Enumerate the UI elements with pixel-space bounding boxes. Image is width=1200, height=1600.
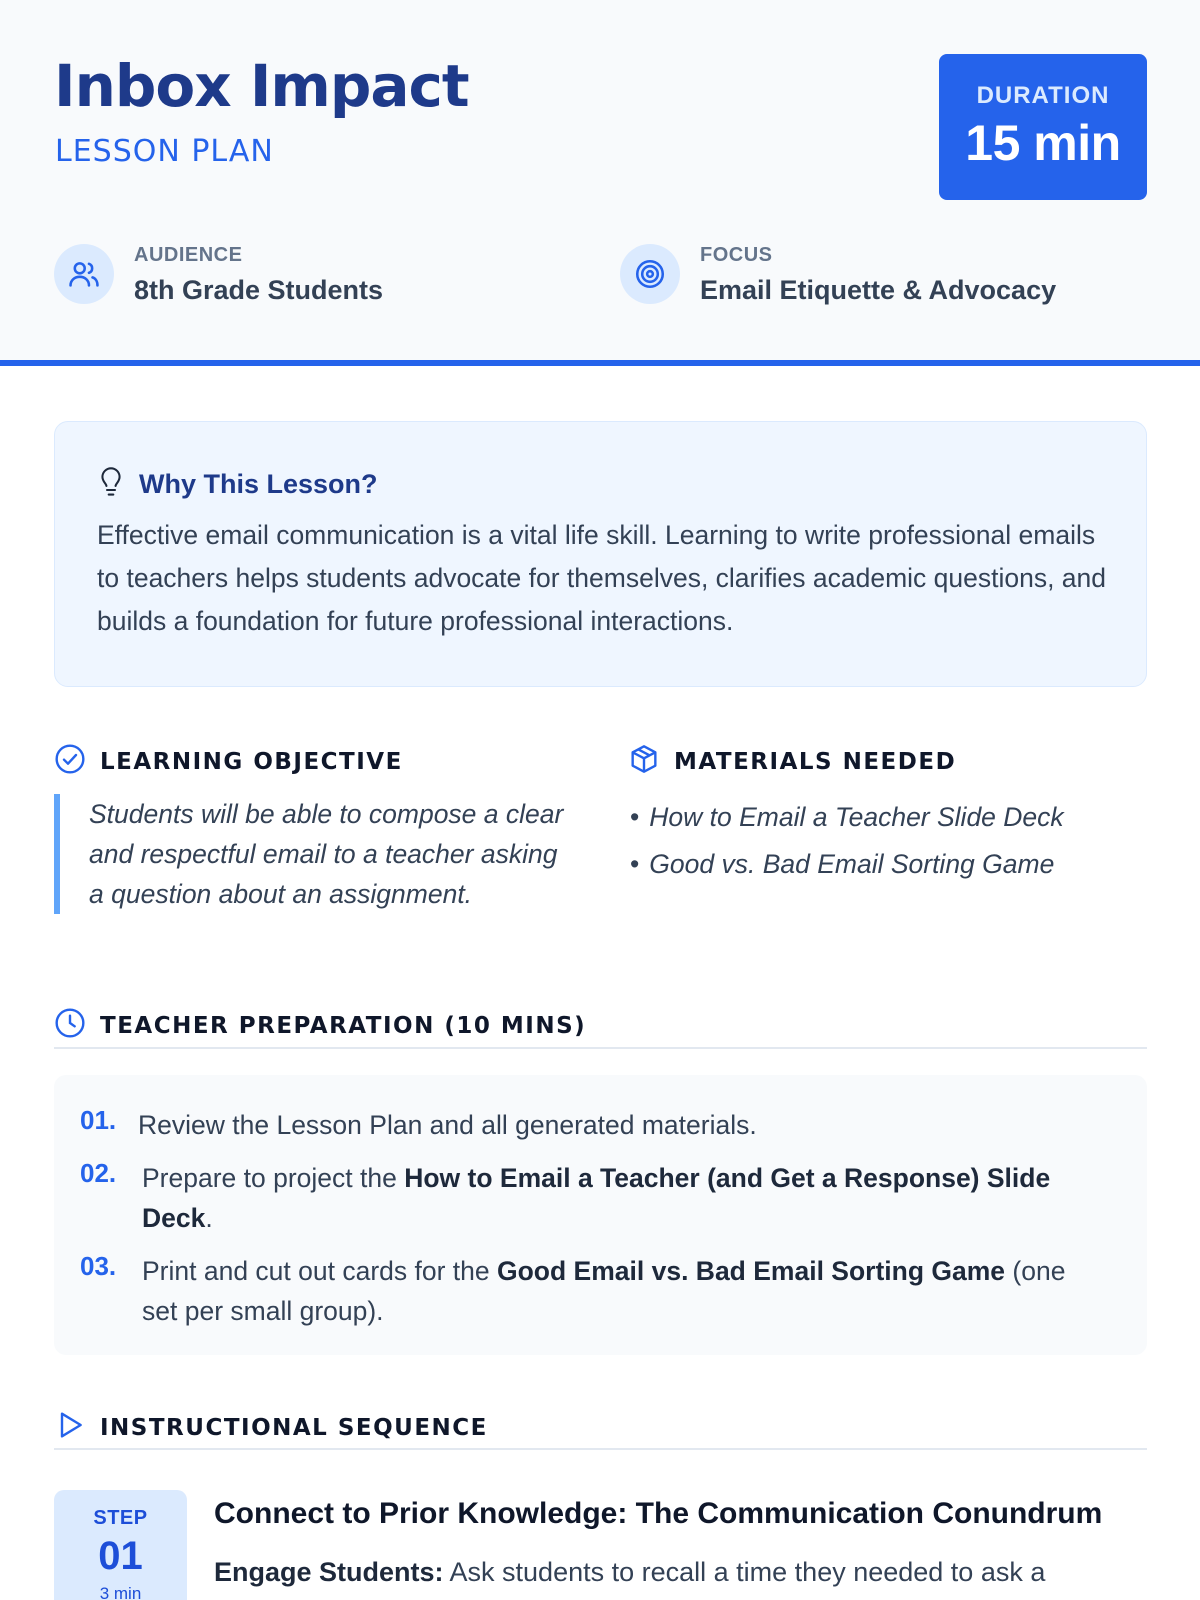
prep-item-text: Print and cut out cards for the Good Email vs. Bad Email Sorting Game (one set per small group). [142,1256,1066,1326]
why-lesson-text: Effective email communication is a vital life skill. Learning to write professional emails to teachers helps students advocate for themselves, clarifies academic questions, and builds a foundation for future professional interactions. [97,520,1107,636]
learning-objective-text: Students will be able to compose a clear and respectful email to a teacher asking a question about an assignment. [54,794,574,914]
lesson-title: Inbox Impact [54,52,469,120]
duration-card [939,54,1147,200]
teacher-prep-label: TEACHER PREPARATION (10 MINS) [100,1012,587,1039]
focus-value: Email Etiquette & Advocacy [700,275,1057,305]
audience-value: 8th Grade Students [134,275,384,305]
prep-item [80,1251,1102,1331]
instructional-sequence-heading [54,1409,488,1446]
why-lesson-title: Why This Lesson? [139,469,378,499]
instructional-sequence-label: INSTRUCTIONAL SEQUENCE [100,1414,488,1441]
package-icon [628,743,660,780]
lesson-subtitle: LESSON PLAN [55,134,274,169]
prep-item [80,1105,1098,1145]
prep-item-number: 01. [80,1105,117,1135]
materials-heading [628,743,956,780]
learning-objective-heading [54,743,403,780]
step-number: 01 [98,1534,143,1578]
prep-item [80,1158,1102,1238]
step-badge [54,1490,187,1600]
prep-item-text: Prepare to project the How to Email a Teacher (and Get a Response) Slide Deck. [142,1163,1051,1233]
focus-label: FOCUS [700,244,773,266]
step-time: 3 min [99,1584,142,1600]
why-lesson-box [54,421,1147,687]
focus-meta [620,244,1056,306]
teacher-prep-heading [54,1007,586,1044]
audience-label: AUDIENCE [134,244,243,266]
materials-item: • Good vs. Bad Email Sorting Game [630,841,1064,888]
users-icon [54,244,114,304]
duration-label: DURATION [976,82,1110,109]
step-label: STEP [93,1507,148,1529]
duration-value: 15 min [965,115,1121,171]
section-divider [54,1047,1147,1049]
check-circle-icon [54,743,86,780]
step-body: Engage Students: Ask students to recall a time they needed to ask a [214,1557,1046,1587]
materials-item: • How to Email a Teacher Slide Deck [630,794,1064,841]
learning-objective-label: LEARNING OBJECTIVE [100,748,403,775]
target-icon [620,244,680,304]
audience-meta [54,244,383,306]
prep-item-number: 02. [80,1158,117,1188]
prep-item-number: 03. [80,1251,117,1281]
section-divider [54,1448,1147,1450]
lesson-header [0,0,1200,366]
clock-icon [54,1007,86,1044]
teacher-prep-box [54,1075,1147,1355]
prep-item-text: Review the Lesson Plan and all generated materials. [138,1110,757,1140]
materials-list [630,794,1064,888]
play-icon [54,1409,86,1446]
step-title: Connect to Prior Knowledge: The Communication Conundrum [214,1497,1103,1530]
lightbulb-icon [97,466,125,503]
materials-label: MATERIALS NEEDED [674,748,957,775]
